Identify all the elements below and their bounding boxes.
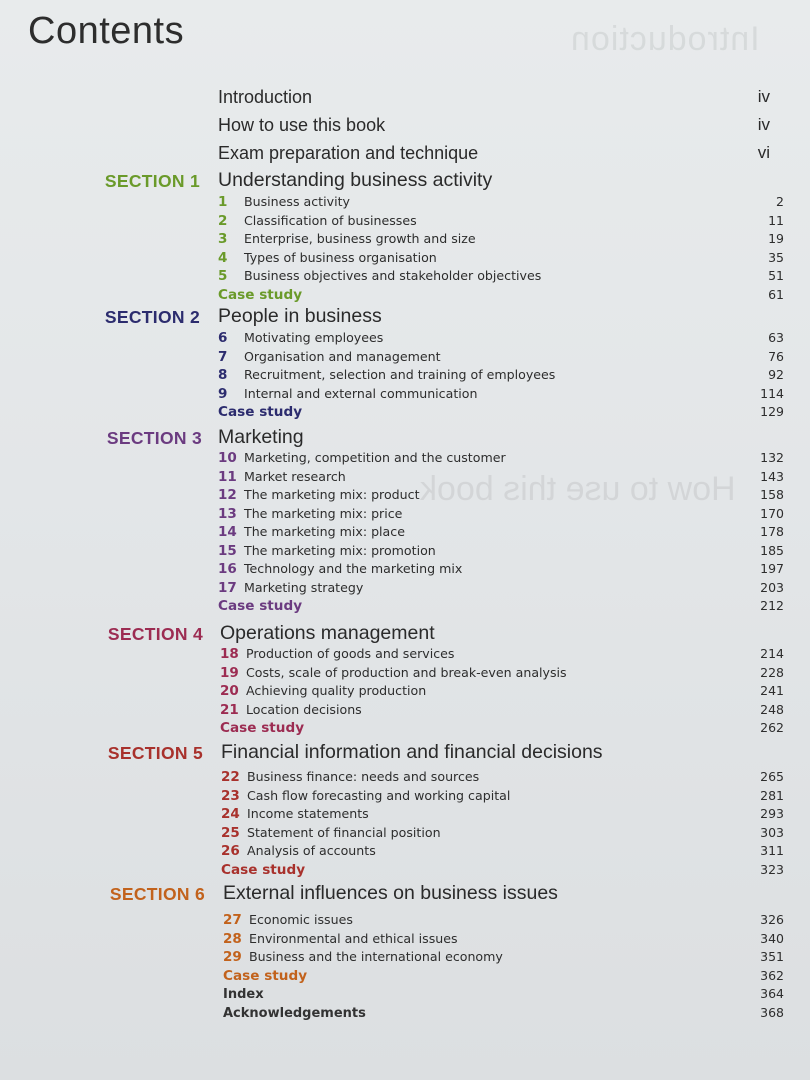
chapter-number: 24 <box>221 806 240 822</box>
page-number: 368 <box>760 1004 784 1020</box>
chapter-entry[interactable] <box>223 948 784 967</box>
chapter-list <box>218 449 784 616</box>
page-number: 61 <box>768 286 784 302</box>
chapter-number: 2 <box>218 212 228 229</box>
chapter-list <box>221 768 784 879</box>
chapter-number: 12 <box>218 487 237 503</box>
entry-title: Enterprise, business growth and size <box>244 231 476 246</box>
chapter-number: 28 <box>223 930 242 947</box>
page-number: 19 <box>768 231 784 246</box>
chapter-number: 6 <box>218 330 228 346</box>
chapter-entry[interactable] <box>218 193 784 212</box>
chapter-entry[interactable] <box>218 366 784 385</box>
chapter-entry[interactable] <box>218 348 784 367</box>
chapter-entry[interactable] <box>220 645 784 664</box>
section-title[interactable]: External influences on business issues <box>223 882 558 904</box>
entry-title: Business objectives and stakeholder objectives <box>244 268 542 283</box>
chapter-entry[interactable] <box>218 505 784 524</box>
page-number: 326 <box>760 912 784 927</box>
page-number: 129 <box>760 404 784 419</box>
page-number: 92 <box>768 367 784 382</box>
section-title[interactable]: Understanding business activity <box>218 169 493 191</box>
page-number: iv <box>757 87 770 106</box>
chapter-entry[interactable] <box>221 842 784 861</box>
page-number: 203 <box>760 579 784 595</box>
page-number: 132 <box>760 450 784 465</box>
ghost-heading-how-to-use: How to use this book <box>420 470 736 508</box>
page-number: 241 <box>760 683 784 698</box>
case-study-entry[interactable] <box>218 403 784 422</box>
chapter-number: 18 <box>220 646 239 662</box>
section-title[interactable]: Marketing <box>218 426 304 448</box>
entry-title: Internal and external communication <box>244 385 478 401</box>
entry-title: Marketing, competition and the customer <box>244 450 506 465</box>
page-number: 262 <box>760 720 784 735</box>
chapter-list <box>223 911 784 1022</box>
page-number: 178 <box>760 524 784 539</box>
chapter-list <box>218 329 784 422</box>
chapter-number: 23 <box>221 787 240 804</box>
entry-title: Motivating employees <box>244 330 384 345</box>
page-number: 362 <box>760 967 784 983</box>
chapter-entry[interactable] <box>218 560 784 579</box>
page-number: 158 <box>760 487 784 502</box>
entry-title: Case study <box>223 967 308 984</box>
page-number: 214 <box>760 646 784 661</box>
chapter-entry[interactable] <box>218 329 784 348</box>
chapter-entry[interactable] <box>223 911 784 930</box>
page-number: 281 <box>760 787 784 803</box>
front-matter-title: Introduction <box>218 87 313 107</box>
section-label: SECTION 1 <box>104 171 200 191</box>
page-number: 303 <box>760 824 784 840</box>
entry-title: Statement of financial position <box>247 824 441 840</box>
entry-title: Case study <box>221 861 306 878</box>
chapter-entry[interactable] <box>220 664 784 683</box>
section-label: SECTION 3 <box>106 428 202 448</box>
entry-title: Case study <box>218 598 303 614</box>
ghost-heading-introduction: Introduction <box>570 20 760 58</box>
entry-title: Acknowledgements <box>223 1005 366 1021</box>
chapter-number: 22 <box>221 769 240 785</box>
chapter-entry[interactable] <box>220 701 784 720</box>
entry-title: The marketing mix: promotion <box>244 542 436 558</box>
page-number: 143 <box>760 468 784 484</box>
front-matter-item[interactable] <box>218 115 770 141</box>
entry-title: Index <box>223 987 264 1002</box>
chapter-number: 4 <box>218 249 228 266</box>
entry-title: Technology and the marketing mix <box>244 561 463 576</box>
chapter-number: 16 <box>218 561 237 577</box>
chapter-entry[interactable] <box>218 230 784 249</box>
chapter-entry[interactable] <box>218 523 784 542</box>
entry-title: Analysis of accounts <box>247 843 376 858</box>
chapter-entry[interactable] <box>220 682 784 701</box>
front-matter-title: Exam preparation and technique <box>218 143 479 163</box>
chapter-entry[interactable] <box>218 249 784 268</box>
page-number: 311 <box>760 843 784 858</box>
page-number: 185 <box>760 542 784 558</box>
entry-title: Income statements <box>247 806 369 821</box>
section-title[interactable]: Operations management <box>220 622 435 644</box>
page-number: 2 <box>776 194 784 209</box>
page-number: vi <box>757 143 770 162</box>
case-study-entry[interactable] <box>223 967 784 986</box>
entry-title: Case study <box>218 286 303 303</box>
chapter-entry[interactable] <box>218 486 784 505</box>
page-title: Contents <box>28 10 185 52</box>
end-matter-entry[interactable] <box>223 1004 784 1023</box>
entry-title: Achieving quality production <box>246 683 427 698</box>
entry-title: Marketing strategy <box>244 579 364 595</box>
chapter-number: 9 <box>218 385 228 402</box>
chapter-number: 1 <box>218 194 228 210</box>
entry-title: Cash flow forecasting and working capital <box>247 787 511 803</box>
chapter-entry[interactable] <box>221 824 784 843</box>
entry-title: Business finance: needs and sources <box>247 769 480 784</box>
chapter-number: 10 <box>218 450 237 466</box>
case-study-entry[interactable] <box>218 286 784 305</box>
chapter-number: 14 <box>218 524 237 540</box>
chapter-number: 5 <box>218 268 228 284</box>
chapter-number: 21 <box>220 701 239 718</box>
chapter-entry[interactable] <box>221 787 784 806</box>
chapter-list <box>220 645 784 738</box>
page-number: 293 <box>760 806 784 821</box>
entry-title: The marketing mix: place <box>244 524 405 539</box>
section-label: SECTION 6 <box>109 884 205 904</box>
entry-title: Business and the international economy <box>249 949 503 964</box>
entry-title: Case study <box>220 720 305 736</box>
entry-title: Location decisions <box>246 701 362 717</box>
chapter-entry[interactable] <box>221 805 784 824</box>
chapter-entry[interactable] <box>218 468 784 487</box>
entry-title: Recruitment, selection and training of employees <box>244 367 556 382</box>
page-number: 265 <box>760 769 784 784</box>
case-study-entry[interactable] <box>220 719 784 738</box>
section-title[interactable]: People in business <box>218 305 382 327</box>
page-number: 35 <box>768 249 784 265</box>
chapter-number: 11 <box>218 468 237 485</box>
entry-title: Production of goods and services <box>246 646 455 661</box>
case-study-entry[interactable] <box>218 597 784 616</box>
chapter-number: 20 <box>220 683 239 699</box>
entry-title: Economic issues <box>249 912 353 927</box>
page-number: 170 <box>760 505 784 521</box>
page-number: 197 <box>760 561 784 576</box>
chapter-entry[interactable] <box>223 930 784 949</box>
chapter-number: 8 <box>218 367 228 383</box>
chapter-number: 3 <box>218 231 228 247</box>
page-number: 248 <box>760 701 784 717</box>
front-matter-item[interactable] <box>218 143 770 169</box>
chapter-number: 19 <box>220 664 239 681</box>
chapter-number: 13 <box>218 505 237 522</box>
chapter-number: 26 <box>221 843 240 859</box>
page-number: 340 <box>760 930 784 946</box>
page-number: iv <box>757 115 770 134</box>
page-number: 351 <box>760 949 784 964</box>
chapter-entry[interactable] <box>218 385 784 404</box>
page-number: 323 <box>760 861 784 877</box>
entry-title: The marketing mix: product <box>244 487 420 502</box>
entry-title: Classification of businesses <box>244 212 417 228</box>
entry-title: The marketing mix: price <box>244 505 403 521</box>
entry-title: Case study <box>218 404 303 420</box>
section-label: SECTION 2 <box>104 307 200 327</box>
entry-title: Types of business organisation <box>244 249 437 265</box>
chapter-number: 15 <box>218 542 237 559</box>
end-matter-entry[interactable] <box>223 985 784 1004</box>
case-study-entry[interactable] <box>221 861 784 880</box>
page-number: 51 <box>768 268 784 283</box>
chapter-list <box>218 193 784 304</box>
page-number: 228 <box>760 664 784 680</box>
chapter-number: 17 <box>218 579 237 596</box>
chapter-number: 29 <box>223 949 242 965</box>
chapter-number: 25 <box>221 824 240 841</box>
chapter-entry[interactable] <box>218 579 784 598</box>
entry-title: Market research <box>244 468 346 484</box>
chapter-entry[interactable] <box>218 542 784 561</box>
front-matter-title: How to use this book <box>218 115 386 135</box>
page-number: 114 <box>760 385 784 401</box>
page-number: 63 <box>768 330 784 345</box>
chapter-entry[interactable] <box>221 768 784 787</box>
section-title[interactable]: Financial information and financial decisions <box>221 741 603 763</box>
section-label: SECTION 5 <box>107 743 203 763</box>
chapter-entry[interactable] <box>218 212 784 231</box>
page-number: 11 <box>768 212 784 228</box>
front-matter-item[interactable] <box>218 87 770 113</box>
entry-title: Business activity <box>244 194 350 209</box>
chapter-entry[interactable] <box>218 449 784 468</box>
page-number: 364 <box>760 986 784 1001</box>
entry-title: Environmental and ethical issues <box>249 930 458 946</box>
chapter-number: 7 <box>218 348 228 365</box>
chapter-entry[interactable] <box>218 267 784 286</box>
page-number: 76 <box>768 348 784 364</box>
chapter-number: 27 <box>223 912 242 928</box>
entry-title: Costs, scale of production and break-even analysis <box>246 664 567 680</box>
section-label: SECTION 4 <box>107 624 203 644</box>
entry-title: Organisation and management <box>244 348 441 364</box>
page-number: 212 <box>760 598 784 613</box>
